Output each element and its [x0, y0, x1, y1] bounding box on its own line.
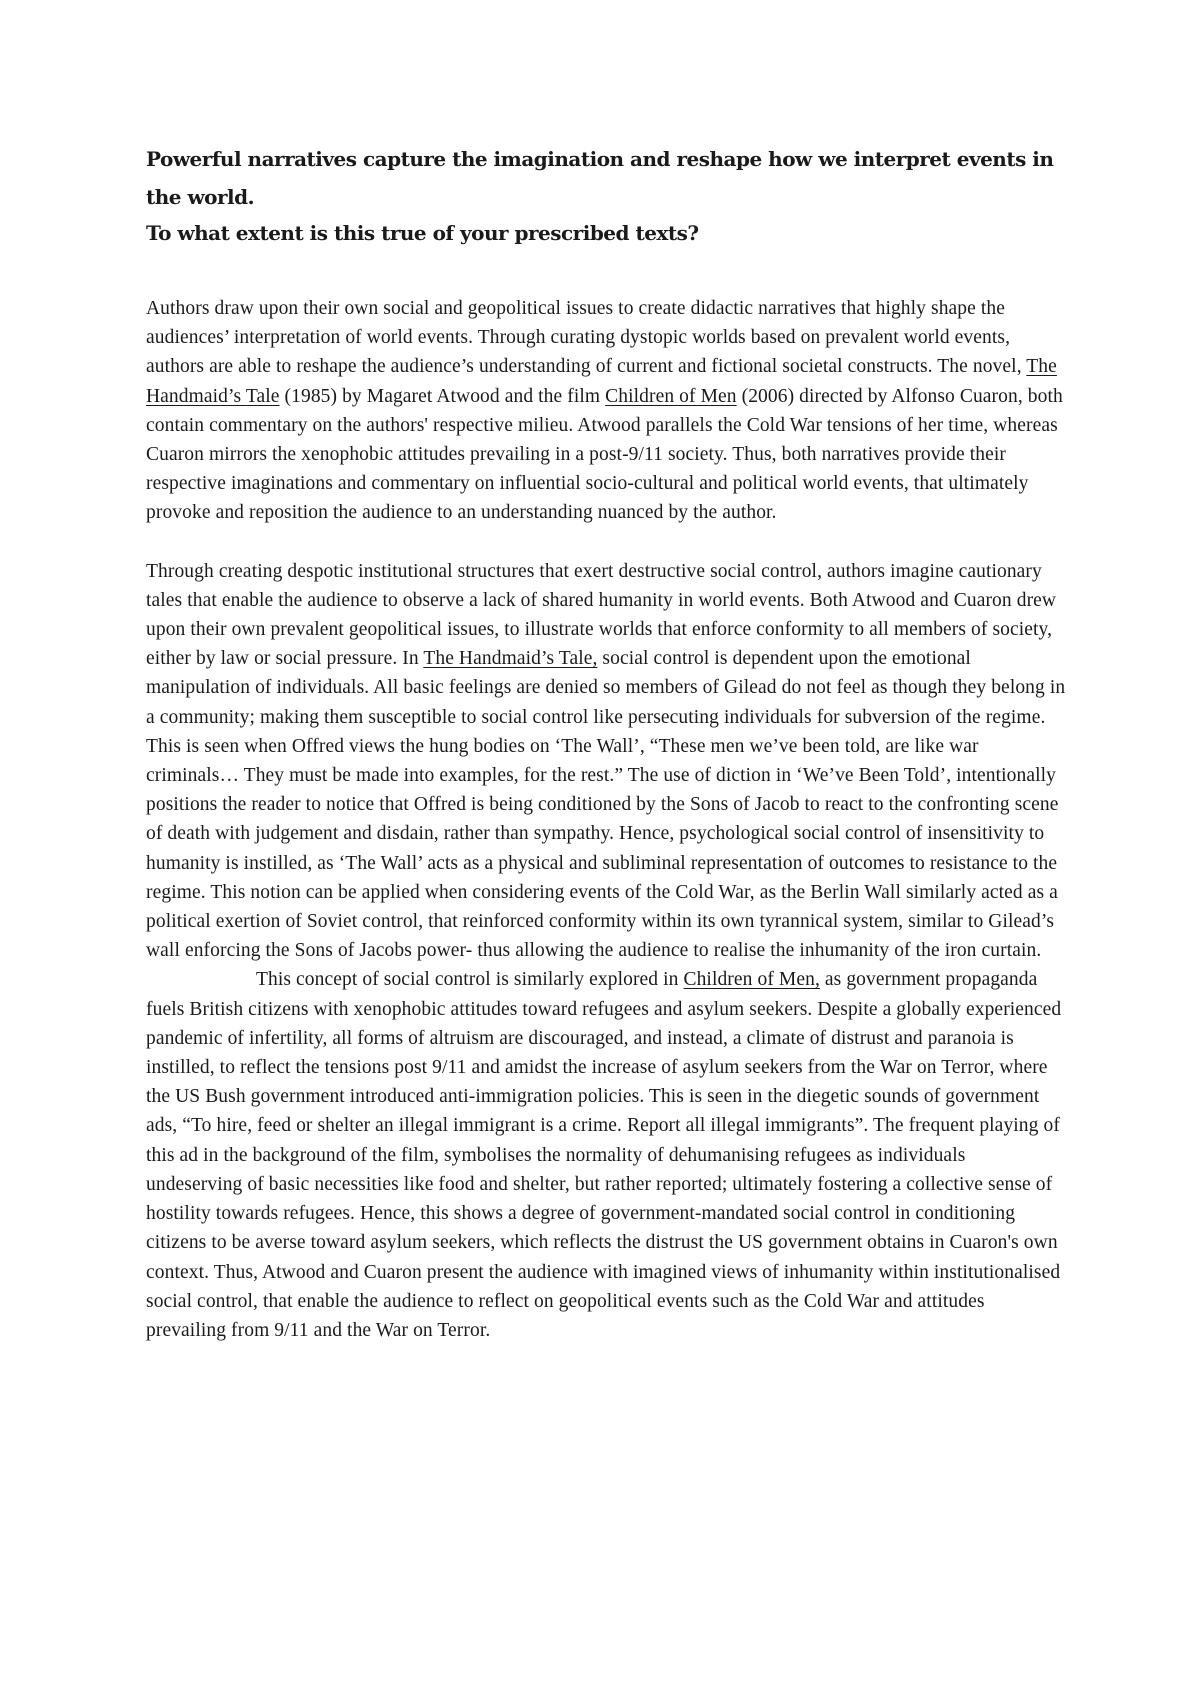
book-title-handmaids-tale: The Handmaid’s Tale [146, 356, 1057, 407]
introduction-paragraph [146, 294, 1066, 528]
essay-prompt-question: To what extent is this true of your prescribed texts? [146, 221, 699, 245]
text-run: (2006) directed by Alfonso Cuaron, both contain commentary on the authors' respective milieu. Atwood parallels the Cold War tensions of her time, whereas Cuaron mirrors the xenophobic attitudes prevailing in a post-9/11 society. Thus, both narratives provide their respective imaginations and commentary on influential socio-cultural and political world events, that ultimately provoke and reposition the audience to an understanding nuanced by the author. [146, 385, 1063, 524]
text-run: (1985) by Magaret Atwood and the film [279, 385, 606, 407]
text-run: This concept of social control is similarly explored in [256, 969, 684, 991]
document-page [146, 140, 1066, 1345]
essay-prompt-statement: Powerful narratives capture the imagination and reshape how we interpret events in the world. [146, 147, 1054, 209]
body-paragraph-handmaids-tale [146, 557, 1066, 966]
text-run: as government propaganda fuels British citizens with xenophobic attitudes toward refugees and asylum seekers. Despite a globally experienced pandemic of infertility, all forms of altruism are discouraged, and instead, a climate of distrust and paranoia is instilled, to reflect the tensions post 9/11 and amidst the increase of asylum seekers from the War on Terror, where the US Bush government introduced anti-immigration policies. This is seen in the diegetic sounds of government ads, “To hire, feed or shelter an illegal immigrant is a crime. Report all illegal immigrants”. The frequent playing of this ad in the background of the film, symbolises the normality of dehumanising refugees as individuals undeserving of basic necessities like food and shelter, but rather reported; ultimately fostering a collective sense of hostility towards refugees. Hence, this shows a degree of government-mandated social control in conditioning citizens to be averse toward asylum seekers, which reflects the distrust the US government obtains in Cuaron's own context. Thus, Atwood and Cuaron present the audience with imagined views of inhumanity within institutionalised social control, that enable the audience to reflect on geopolitical events such as the Cold War and attitudes prevailing from 9/11 and the War on Terror. [146, 969, 1062, 1341]
text-run: Through creating despotic institutional structures that exert destructive social control, authors imagine cautionary tales that enable the audience to observe a lack of shared humanity in world events. Both Atwood and Cuaron drew upon their own prevalent geopolitical issues, to illustrate worlds that enforce conformity to all members of society, either by law or social pressure. In [146, 560, 1057, 670]
text-run: social control is dependent upon the emotional manipulation of individuals. All basic feelings are denied so members of Gilead do not feel as though they belong in a community; making them susceptible to social control like persecuting individuals for subversion of the regime. This is seen when Offred views the hung bodies on ‘The Wall’, “These men we’ve been told, are like war criminals… They must be made into examples, for the rest.” The use of diction in ‘We’ve Been Told’, intentionally positions the reader to notice that Offred is being conditioned by the Sons of Jacob to react to the confronting scene of death with judgement and disdain, rather than sympathy. Hence, psychological social control of insensitivity to humanity is instilled, as ‘The Wall’ acts as a physical and subliminal representation of outcomes to resistance to the regime. This notion can be applied when considering events of the Cold War, as the Berlin Wall similarly acted as a political exertion of Soviet control, that reinforced conformity within its own tyrannical system, similar to Gilead’s wall enforcing the Sons of Jacobs power- thus allowing the audience to realise the inhumanity of the iron curtain. [146, 648, 1066, 962]
film-title-children-of-men: Children of Men, [683, 969, 820, 991]
book-title-handmaids-tale: The Handmaid’s Tale, [423, 648, 598, 670]
text-run: Authors draw upon their own social and geopolitical issues to create didactic narratives that highly shape the audiences’ interpretation of world events. Through curating dystopic worlds based on prevalent world events, authors are able to reshape the audience’s understanding of current and fictional societal constructs. The novel, [146, 298, 1027, 378]
film-title-children-of-men: Children of Men [605, 385, 737, 407]
body-paragraph-children-of-men [146, 965, 1066, 1345]
